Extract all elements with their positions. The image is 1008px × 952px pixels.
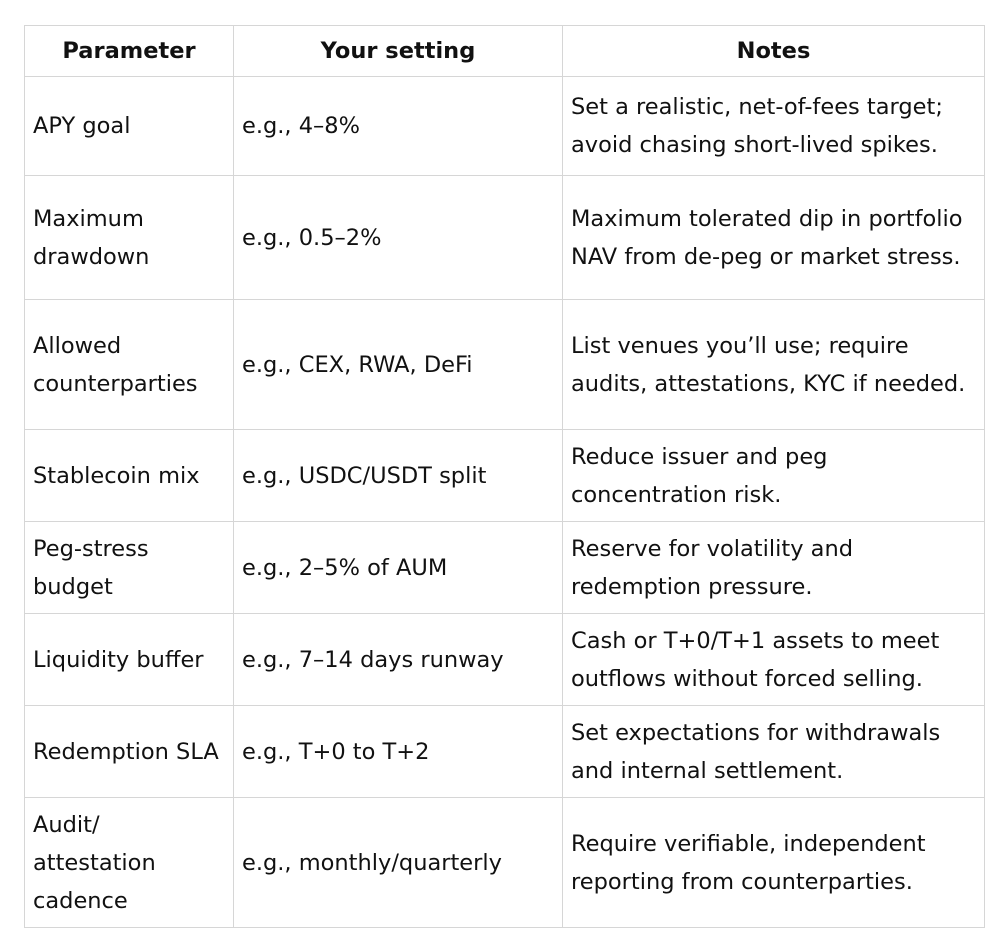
table-row: [25, 430, 985, 522]
table-row: [25, 300, 985, 430]
table-row: [25, 77, 985, 176]
table-row: [25, 176, 985, 300]
parameter-cell: Audit/ attestation cadence: [25, 798, 234, 928]
notes-cell: Reserve for volatility and redemption pressure.: [563, 522, 985, 614]
setting-cell: e.g., 7–14 days runway: [234, 614, 563, 706]
column-header-your-setting: Your setting: [234, 26, 563, 77]
parameters-table: [24, 25, 985, 928]
notes-cell: Set expectations for withdrawals and internal settlement.: [563, 706, 985, 798]
notes-cell: Set a realistic, net-of-fees target; avoid chasing short-lived spikes.: [563, 77, 985, 176]
table-row: [25, 614, 985, 706]
notes-cell: Cash or T+0/T+1 assets to meet outflows without forced selling.: [563, 614, 985, 706]
parameter-cell: Peg-stress budget: [25, 522, 234, 614]
setting-cell: e.g., 0.5–2%: [234, 176, 563, 300]
column-header-parameter: Parameter: [25, 26, 234, 77]
parameter-cell: Redemption SLA: [25, 706, 234, 798]
parameter-cell: Maximum drawdown: [25, 176, 234, 300]
notes-cell: Require verifiable, independent reporting from counterparties.: [563, 798, 985, 928]
column-header-notes: Notes: [563, 26, 985, 77]
parameter-cell: APY goal: [25, 77, 234, 176]
setting-cell: e.g., T+0 to T+2: [234, 706, 563, 798]
setting-cell: e.g., CEX, RWA, DeFi: [234, 300, 563, 430]
table-row: [25, 522, 985, 614]
setting-cell: e.g., USDC/USDT split: [234, 430, 563, 522]
parameter-cell: Liquidity buffer: [25, 614, 234, 706]
setting-cell: e.g., 2–5% of AUM: [234, 522, 563, 614]
notes-cell: List venues you’ll use; require audits, attestations, KYC if needed.: [563, 300, 985, 430]
table-row: [25, 706, 985, 798]
setting-cell: e.g., 4–8%: [234, 77, 563, 176]
table-header-row: [25, 26, 985, 77]
setting-cell: e.g., monthly/quarterly: [234, 798, 563, 928]
notes-cell: Reduce issuer and peg concentration risk.: [563, 430, 985, 522]
parameter-cell: Stablecoin mix: [25, 430, 234, 522]
notes-cell: Maximum tolerated dip in portfolio NAV from de-peg or market stress.: [563, 176, 985, 300]
table-container: [24, 25, 985, 928]
table-row: [25, 798, 985, 928]
parameter-cell: Allowed counterparties: [25, 300, 234, 430]
